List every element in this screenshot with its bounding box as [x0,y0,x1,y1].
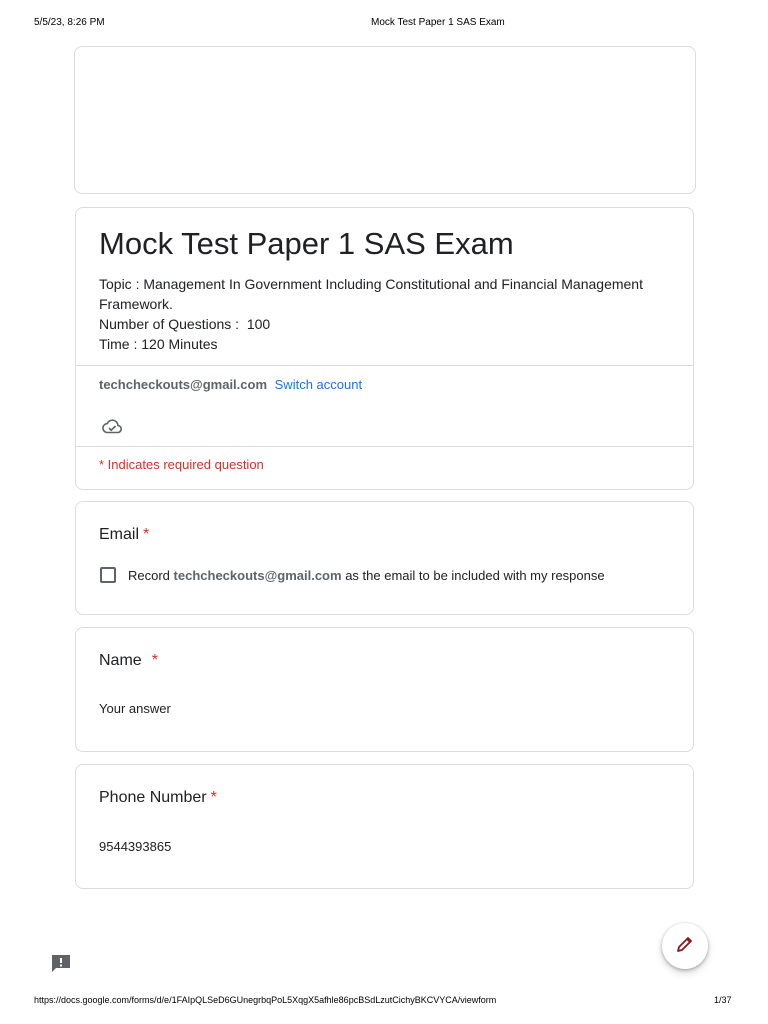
question-email-title: Email [99,526,140,543]
question-name-label [99,652,158,670]
edit-response-button[interactable] [662,923,708,969]
required-asterisk: * [143,526,150,543]
print-url: https://docs.google.com/forms/d/e/1FAIpQLSeD6GUnegrbqPoL5XqgX5afhle86pcBSdLzutCichyBKCVYCA/viewform [34,995,497,1005]
question-name-card [75,627,694,752]
description-time: Time : 120 Minutes [99,336,218,352]
divider [76,446,693,447]
print-datetime: 5/5/23, 8:26 PM [34,17,105,28]
switch-account-link[interactable]: Switch account [274,377,363,392]
record-email-address: techcheckouts@gmail.com [173,568,342,583]
question-phone-label [99,789,217,807]
record-email-checkbox[interactable] [100,567,116,583]
form-title: Mock Test Paper 1 SAS Exam [99,226,514,261]
required-asterisk: * [151,652,158,669]
required-asterisk: * [210,789,217,806]
form-header-banner [74,46,696,194]
question-phone-title: Phone Number [99,789,207,806]
required-note: * Indicates required question [99,457,264,472]
account-row [99,377,362,392]
form-title-card [75,207,694,490]
print-doc-title: Mock Test Paper 1 SAS Exam [371,17,505,28]
print-page-number: 1/37 [714,995,732,1005]
record-email-prefix: Record [128,568,170,583]
pencil-icon [675,934,695,959]
question-email-label [99,526,149,544]
description-topic: Topic : Management In Government Including Constitutional and Financial Management Framework. [99,276,643,312]
cloud-check-icon [100,414,124,438]
feedback-icon[interactable] [50,954,72,974]
account-email: techcheckouts@gmail.com [99,377,268,392]
phone-answer-input[interactable]: 9544393865 [99,839,172,854]
record-email-label[interactable] [128,568,605,583]
form-description [99,274,669,354]
record-email-suffix: as the email to be included with my response [345,568,605,583]
description-question-count: Number of Questions : 100 [99,316,271,332]
question-name-title: Name [99,652,142,669]
divider [76,365,693,366]
question-email-card [75,501,694,615]
question-phone-card [75,764,694,889]
name-answer-input[interactable]: Your answer [99,701,171,716]
